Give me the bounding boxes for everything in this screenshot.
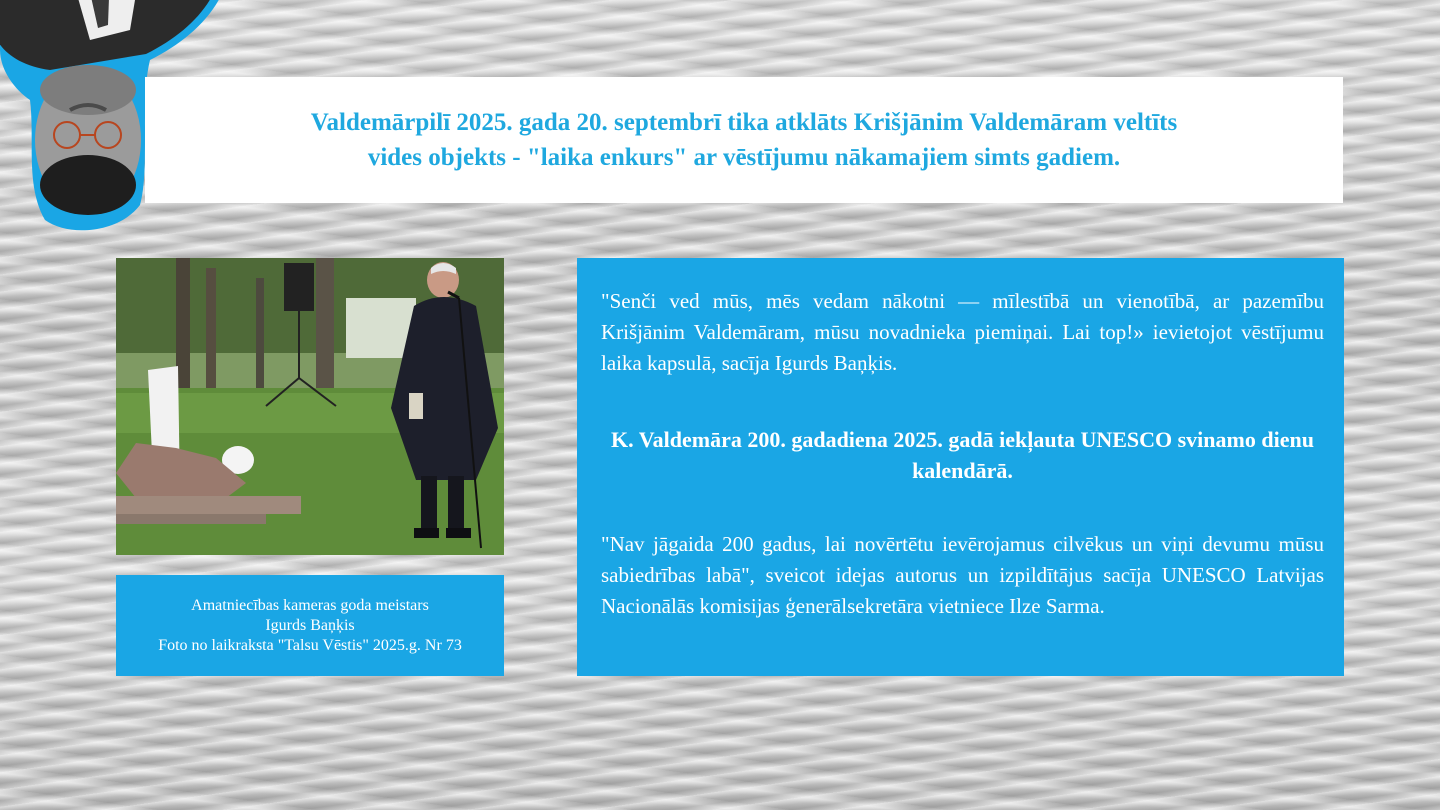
caption-line-1: Amatniecības kameras goda meistars — [191, 596, 429, 614]
title-line-2: vides objekts - "laika enkurs" ar vēstījumu nākamajiem simts gadiem. — [367, 144, 1121, 171]
page-title — [244, 105, 1244, 175]
photo-caption — [116, 575, 504, 676]
ceremony-photo — [116, 258, 504, 555]
title-line-1: Valdemārpilī 2025. gada 20. septembrī tika atklāts Krišjānim Valdemāram veltīts — [310, 109, 1178, 136]
quote-banki: "Senči ved mūs, mēs vedam nākotni — mīlestībā un vienotībā, ar pazemību Krišjānim Valdemāram, mūsu novadnieka piemiņai. Lai top!» ievietojot vēstījumu laika kapsulā, sacīja Igurds Baņķis. — [601, 289, 1324, 375]
quote-sarma: "Nav jāgaida 200 gadus, lai novērtētu ievērojamus cilvēkus un viņi devumu mūsu sabiedrības labā", sveicot idejas autorus un izpildītājus sacīja UNESCO Latvijas Nacionālās komisijas ģenerālsekretāra vietniece Ilze Sarma. — [601, 532, 1324, 618]
unesco-highlight: K. Valdemāra 200. gadadiena 2025. gadā iekļauta UNESCO svinamo dienu kalendārā. — [611, 427, 1314, 483]
caption-line-3: Foto no laikraksta "Talsu Vēstis" 2025.g. Nr 73 — [158, 636, 462, 654]
quote-panel — [577, 258, 1344, 676]
caption-line-2: Igurds Baņķis — [265, 616, 355, 634]
title-banner — [145, 77, 1343, 203]
